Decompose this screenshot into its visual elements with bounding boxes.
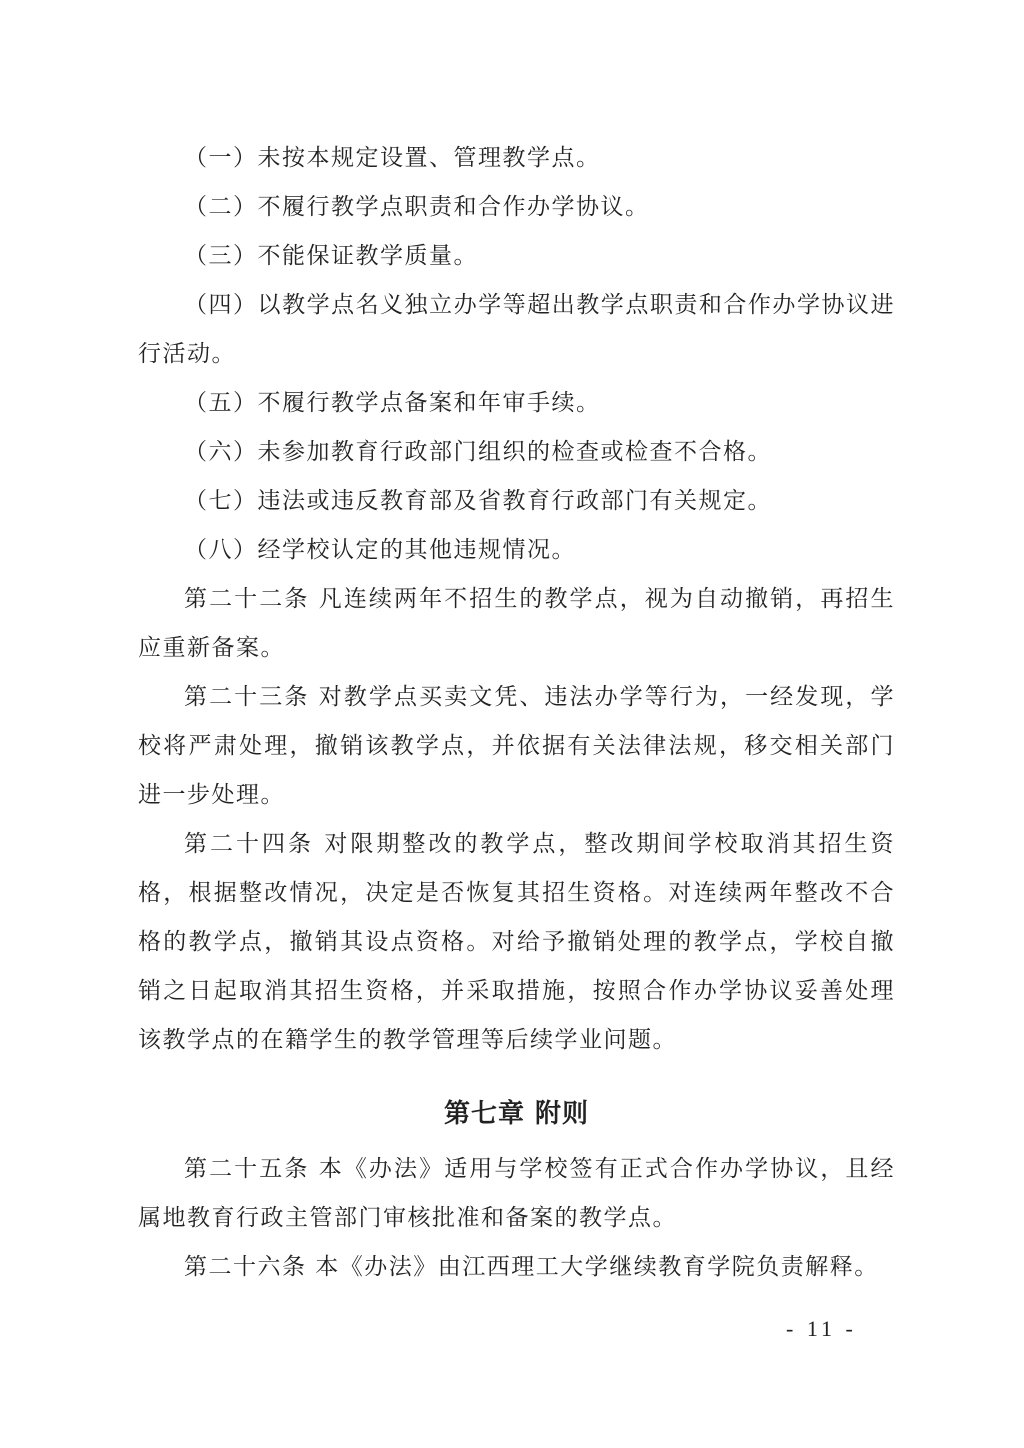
paragraph-item-4: （四）以教学点名义独立办学等超出教学点职责和合作办学协议进行活动。 (138, 292, 895, 367)
article-24: 第二十四条 对限期整改的教学点，整改期间学校取消其招生资格，根据整改情况，决定是否恢复其招生资格。对连续两年整改不合格的教学点，撤销其设点资格。对给予撤销处理的教学点，学校自撤销之日起取消其招生资格，并采取措施，按照合作办学协议妥善处理该教学点的在籍学生的教学管理等后续学业问题。 (138, 831, 895, 1053)
paragraph-item-6: （六）未参加教育行政部门组织的检查或检查不合格。 (184, 439, 772, 465)
document-body (138, 134, 895, 1292)
article-25: 第二十五条 本《办法》适用与学校签有正式合作办学协议，且经属地教育行政主管部门审核批准和备案的教学点。 (138, 1156, 895, 1231)
page-number: - 11 - (786, 1316, 857, 1341)
article-26: 第二十六条 本《办法》由江西理工大学继续教育学院负责解释。 (184, 1254, 879, 1280)
paragraph-item-8: （八）经学校认定的其他违规情况。 (184, 537, 576, 563)
paragraph-item-5: （五）不履行教学点备案和年审手续。 (184, 390, 601, 416)
paragraph-item-1: （一）未按本规定设置、管理教学点。 (184, 145, 601, 171)
paragraph-item-2: （二）不履行教学点职责和合作办学协议。 (184, 194, 650, 220)
article-22: 第二十二条 凡连续两年不招生的教学点，视为自动撤销，再招生应重新备案。 (138, 586, 895, 661)
article-23: 第二十三条 对教学点买卖文凭、违法办学等行为，一经发现，学校将严肃处理，撤销该教学点，并依据有关法律法规，移交相关部门进一步处理。 (138, 684, 895, 808)
paragraph-item-3: （三）不能保证教学质量。 (184, 243, 478, 269)
paragraph-item-7: （七）违法或违反教育部及省教育行政部门有关规定。 (184, 488, 772, 514)
chapter-heading: 第七章 附则 (443, 1099, 590, 1129)
